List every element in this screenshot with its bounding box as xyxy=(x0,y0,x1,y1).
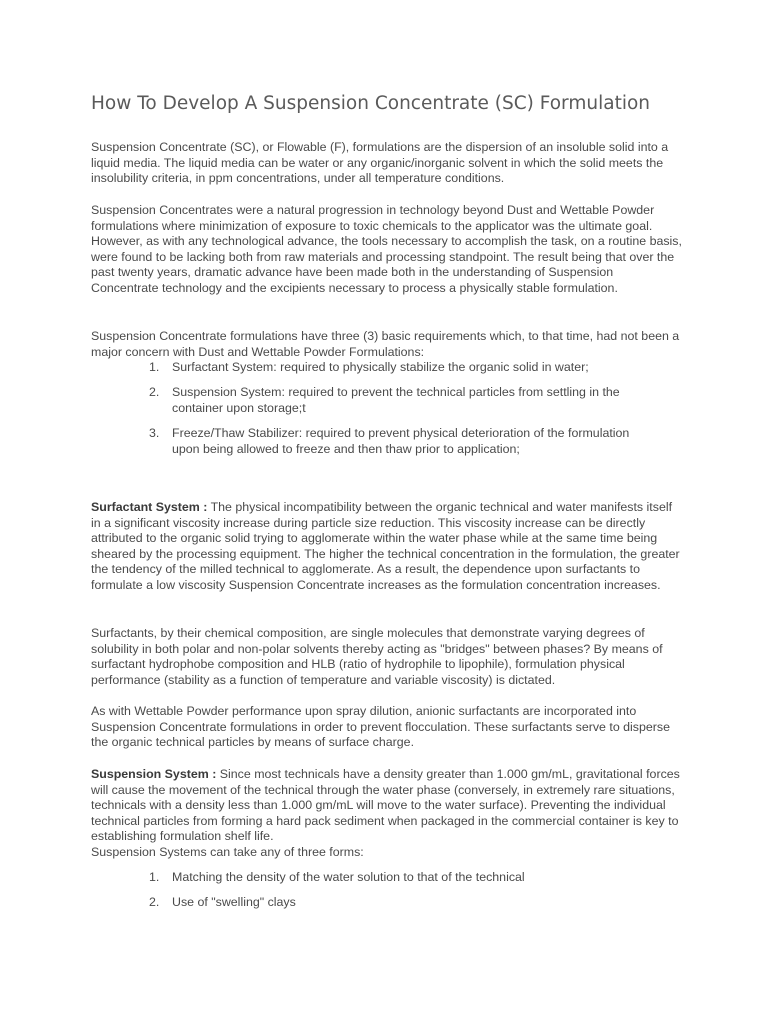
surfactant-paragraph-1 xyxy=(91,500,683,594)
list-item-text: Matching the density of the water solution to that of the technical xyxy=(172,870,525,884)
surfactant-text: The physical incompatibility between the organic technical and water manifests itself in a significant viscosity increase during particle size reduction. This viscosity increase can be directly attributed to the organic solid trying to agglomerate within the water phase while at the same time being sheared by the processing equipment. The higher the technical concentration in the formulation, the greater the tendency of the milled technical to agglomerate. As a result, the dependence upon surfactants to formulate a low viscosity Suspension Concentrate increases as the formulation concentration increases. xyxy=(91,500,680,592)
list-item-number: 2. xyxy=(149,385,160,399)
list-item-text: Use of "swelling" clays xyxy=(172,895,296,909)
intro-paragraph-2: Suspension Concentrates were a natural progression in technology beyond Dust and Wettable Powder formulations where minimization of exposure to toxic chemicals to the applicator was the ultimate goal. However, as with any technological advance, the tools necessary to accomplish the task, on a routine basis, were found to be lacking both from raw materials and processing standpoint. The result being that over the past twenty years, dramatic advance have been made both in the understanding of Suspension Concentrate technology and the excipients necessary to process a physically stable formulation. xyxy=(91,203,682,295)
surfactant-paragraph-2: Surfactants, by their chemical composition, are single molecules that demonstrate varying degrees of solubility in both polar and non-polar solvents thereby acting as "bridges" between phases? By means of surfactant hydrophobe composition and HLB (ratio of hydrophile to lipophile), formulation physical performance (stability as a function of temperature and variable viscosity) is dictated. xyxy=(91,626,663,687)
page-title: How To Develop A Suspension Concentrate (SC) Formulation xyxy=(91,93,651,114)
intro-paragraph-3: Suspension Concentrate formulations have three (3) basic requirements which, to that time, had not been a major concern with Dust and Wettable Powder Formulations: xyxy=(91,329,680,359)
list-item-text: Surfactant System: required to physically stabilize the organic solid in water; xyxy=(172,360,589,374)
suspension-paragraph-2: Suspension Systems can take any of three forms: xyxy=(91,845,364,859)
suspension-text: Since most technicals have a density greater than 1.000 gm/mL, gravitational forces will cause the movement of the technical through the water phase (conversely, in extremely rare situations, technicals with a density less than 1.000 gm/mL will move to the water surface). Preventing the individual technical particles from forming a hard pack sediment when packaged in the commercial container is key to establishing formulation shelf life. xyxy=(91,767,680,844)
list-item-number: 1. xyxy=(149,360,160,374)
list-item-text: Suspension System: required to prevent the technical particles from settling in the container upon storage;t xyxy=(172,385,620,415)
list-item-number: 3. xyxy=(149,426,160,440)
surfactant-paragraph-3: As with Wettable Powder performance upon spray dilution, anionic surfactants are incorporated into Suspension Concentrate formulations in order to prevent flocculation. These surfactants serve to disperse the organic technical particles by means of surface charge. xyxy=(91,704,671,750)
list-item-text: Freeze/Thaw Stabilizer: required to prevent physical deterioration of the formulation upon being allowed to freeze and then thaw prior to application; xyxy=(172,426,630,456)
intro-paragraph-1: Suspension Concentrate (SC), or Flowable (F), formulations are the dispersion of an insoluble solid into a liquid media. The liquid media can be water or any organic/inorganic solvent in which the solid meets the insolubility criteria, in ppm concentrations, under all temperature conditions. xyxy=(91,140,669,186)
surfactant-heading: Surfactant System : xyxy=(91,500,208,514)
list-item-number: 1. xyxy=(149,870,160,884)
suspension-paragraph-1 xyxy=(91,767,683,845)
suspension-heading: Suspension System : xyxy=(91,767,217,781)
list-item-number: 2. xyxy=(149,895,160,909)
